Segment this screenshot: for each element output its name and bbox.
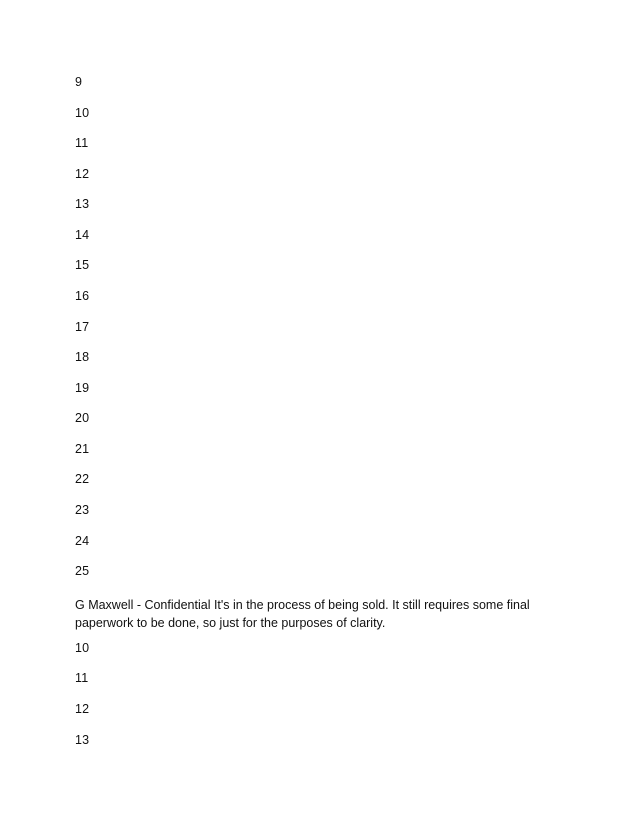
line-number: 21 xyxy=(75,442,90,456)
line-number: 12 xyxy=(75,167,90,181)
line-number: 25 xyxy=(75,564,90,578)
line-number: 19 xyxy=(75,381,90,395)
transcript-paragraph: G Maxwell - Confidential It's in the process of being sold. It still requires some final paperwork to be done, so just for the purposes of clarity. xyxy=(75,598,530,630)
line-number: 12 xyxy=(75,702,90,716)
line-number: 9 xyxy=(75,75,83,89)
line-number: 14 xyxy=(75,228,90,242)
line-number: 18 xyxy=(75,350,90,364)
line-number: 10 xyxy=(75,106,90,120)
line-number: 16 xyxy=(75,289,90,303)
line-number: 24 xyxy=(75,534,90,548)
line-number: 20 xyxy=(75,411,90,425)
line-number: 13 xyxy=(75,733,90,747)
line-number: 17 xyxy=(75,320,90,334)
line-number: 22 xyxy=(75,472,90,486)
line-number: 13 xyxy=(75,197,90,211)
line-number: 23 xyxy=(75,503,90,517)
line-number: 10 xyxy=(75,641,90,655)
line-number: 11 xyxy=(75,136,89,150)
line-number: 11 xyxy=(75,671,89,685)
line-number: 15 xyxy=(75,258,90,272)
